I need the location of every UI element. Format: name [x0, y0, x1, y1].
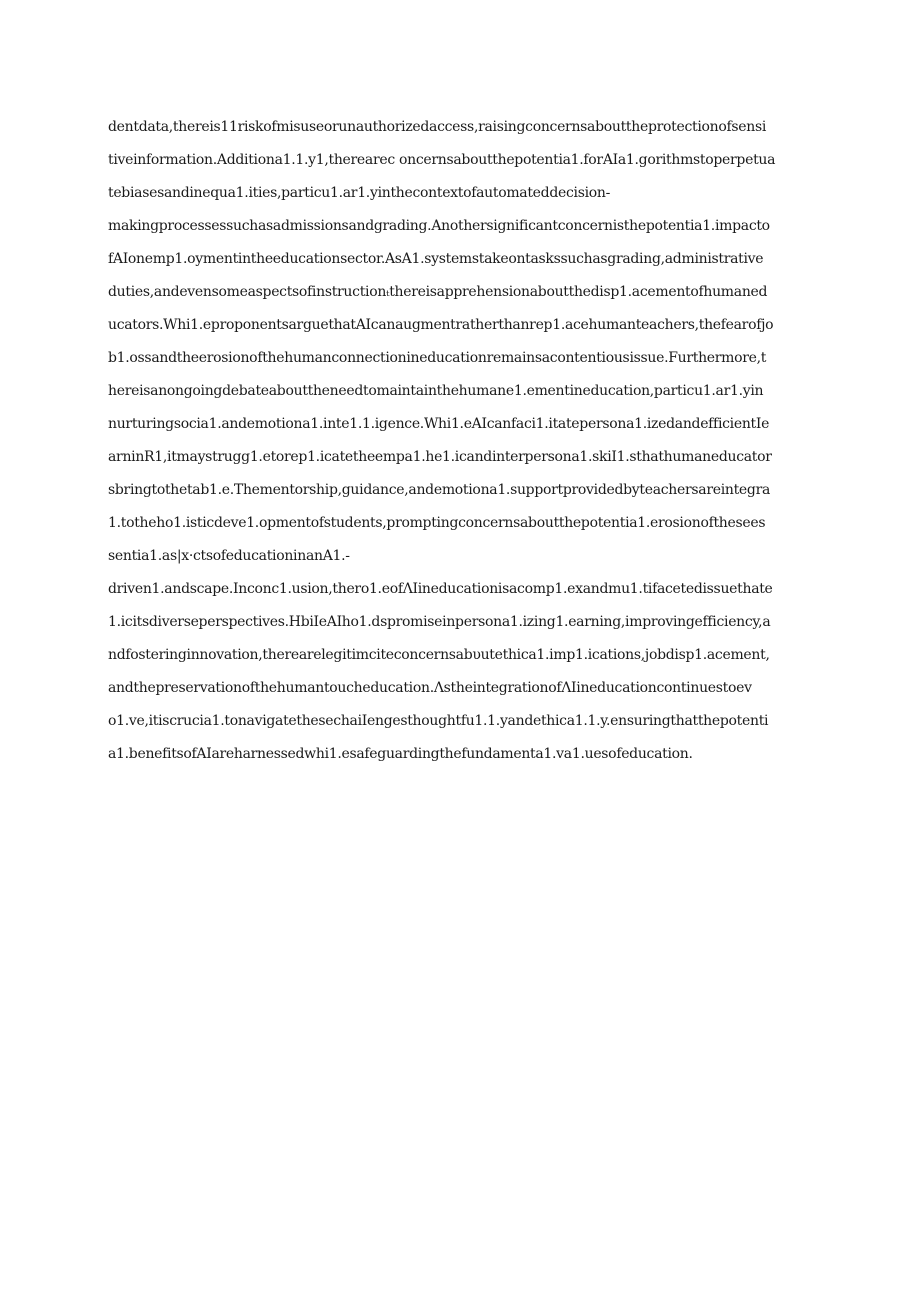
text-line-1: dentdata,thereis11riskofmisuseorunauthorizedaccess,raisingconcernsabouttheprotectionofsensi — [108, 119, 767, 135]
text-line-2: tiveinformation.Additiona1.1.y1,therearec oncernsaboutthepotentia1.forAIa1.gorithmstoperpetua — [108, 152, 776, 168]
text-line-9: hereisanongoingdebateabouttheneedtomaintainthehumane1.ementineducation,particu1.ar1.yin — [108, 383, 764, 399]
text-line-4: makingprocessessuchasadmissionsandgrading.Anothersignificantconcernisthepotentia1.impacto — [108, 218, 770, 234]
text-line-13: 1.totheho1.isticdeve1.opmentofstudents,promptingconcernsaboutthepotentia1.erosionofthesees — [108, 515, 766, 531]
text-line-8: b1.ossandtheerosionofthehumanconnectionineducationremainsacontentiousissue.Furthermore,t — [108, 350, 767, 366]
text-line-14: sentia1.as|x·ctsofeducationinanA1.- — [108, 548, 350, 564]
text-line-7: ucators.Whi1.eproponentsarguethatAIcanaugmentratherthanrep1.acehumanteachers,thefearofjo — [108, 317, 774, 333]
text-line-12: sbringtothetab1.e.Thementorship,guidance,andemotiona1.supportprovidedbyteachersareintegra — [108, 482, 771, 498]
text-line-16: 1.icitsdiverseperspectives.HbiIeAIho1.dspromiseinpersona1.izing1.earning,improvingefficiency,a — [108, 614, 771, 630]
text-line-20: a1.benefitsofAIareharnessedwhi1.esafeguardingthefundamenta1.va1.uesofeducation. — [108, 746, 693, 762]
body-text — [108, 111, 818, 771]
text-line-6: duties,andevensomeaspectsofinstructionₜthereisapprehensionaboutthedisp1.acementofhumaned — [108, 284, 768, 300]
text-line-18: andthepreservationofthehumantoucheducation.ΛstheintegrationofΛIineducationcontinuestoev — [108, 680, 752, 696]
text-line-10: nurturingsocia1.andemotiona1.inte1.1.igence.Whi1.eAIcanfaci1.itatepersona1.izedandefficientIe — [108, 416, 770, 432]
text-line-5: fAIonemp1.oymentintheeducationsector.AsA1.systemstakeontaskssuchasgrading,administrative — [108, 251, 764, 267]
text-line-11: arninR1,itmaystrugg1.etorep1.icatetheempa1.he1.icandinterpersona1.skiI1.sthathumaneducator — [108, 449, 772, 465]
text-line-17: ndfosteringinnovation,therearelegitimciteconcernsabυutethica1.imp1.ications,jobdisp1.acement, — [108, 647, 770, 663]
text-line-19: o1.ve,itiscrucia1.tonavigatethesechaiIengesthoughtfu1.1.yandethica1.1.y.ensuringthatthepotenti — [108, 713, 769, 729]
text-line-3: tebiasesandinequa1.ities,particu1.ar1.yinthecontextofautomateddecision- — [108, 185, 611, 201]
text-line-15: driven1.andscape.Inconc1.usion,thero1.eofΛIineducationisacomp1.exandmu1.tifacetedissuethate — [108, 581, 773, 597]
